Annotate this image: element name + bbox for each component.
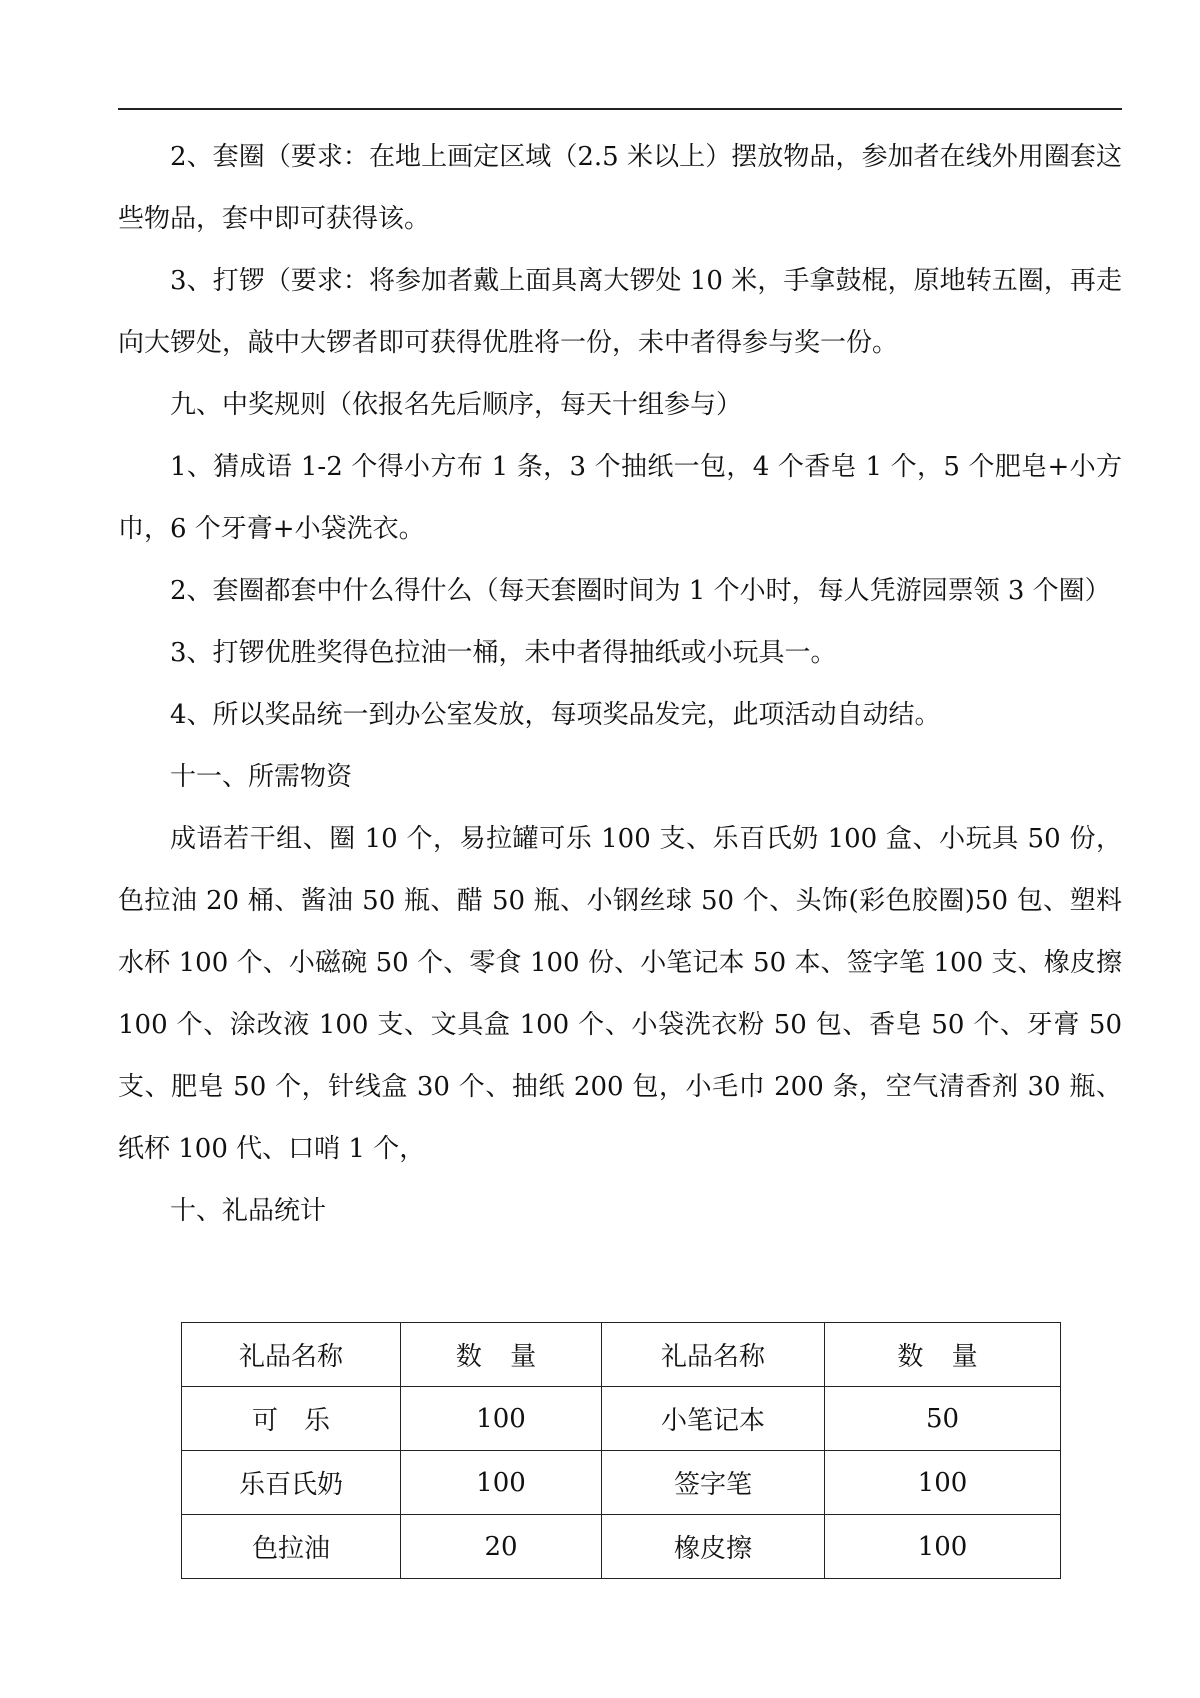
paragraph-prize-distribution: 4、所以奖品统一到办公室发放，每项奖品发完，此项活动自动结。	[170, 700, 941, 730]
table-cell: 100	[401, 1451, 602, 1515]
table-cell: 100	[825, 1515, 1061, 1579]
document-body	[118, 126, 1122, 1242]
header-gift-name: 礼品名称	[602, 1323, 825, 1387]
heading-supplies: 十一、所需物资	[170, 762, 353, 792]
table-cell: 小笔记本	[602, 1387, 825, 1451]
table-cell: 50	[825, 1387, 1061, 1451]
paragraph-gong: 3、打锣（要求：将参加者戴上面具离大锣处 10 米，手拿鼓棍，原地转五圈，再走向大锣处，敲中大锣者即可获得优胜将一份，未中者得参与奖一份。	[118, 266, 1122, 358]
table-row	[182, 1451, 1061, 1515]
table-cell: 签字笔	[602, 1451, 825, 1515]
header-quantity: 数 量	[401, 1323, 602, 1387]
paragraph-ring-toss: 2、套圈（要求：在地上画定区域（2.5 米以上）摆放物品，参加者在线外用圈套这些物品，套中即可获得该。	[118, 142, 1122, 234]
table-cell: 100	[825, 1451, 1061, 1515]
table-row	[182, 1515, 1061, 1579]
paragraph-idiom-prizes: 1、猜成语 1-2 个得小方布 1 条，3 个抽纸一包，4 个香皂 1 个，5 个肥皂+小方巾，6 个牙膏+小袋洗衣。	[118, 452, 1122, 544]
table-cell: 100	[401, 1387, 602, 1451]
header-quantity: 数 量	[825, 1323, 1061, 1387]
heading-prize-rules: 九、中奖规则（依报名先后顺序，每天十组参与）	[170, 390, 743, 420]
paragraph-ring-toss-prizes: 2、套圈都套中什么得什么（每天套圈时间为 1 个小时，每人凭游园票领 3 个圈）	[170, 576, 1111, 606]
table-row	[182, 1387, 1061, 1451]
paragraph-supplies-list: 成语若干组、圈 10 个，易拉罐可乐 100 支、乐百氏奶 100 盒、小玩具 50 份，色拉油 20 桶、酱油 50 瓶、醋 50 瓶、小钢丝球 50 个、头饰(彩色胶圈)50 包、塑料水杯 100 个、小磁碗 50 个、零食 100 份、小笔记本 50 本、签字笔 100 支、橡皮擦 100 个、涂改液 100 支、文具盒 100 个、小袋洗衣粉 50 包、香皂 50 个、牙膏 50 支、肥皂 50 个，针线盒 30 个、抽纸 200 包，小毛巾 200 条，空气清香剂 30 瓶、纸杯 100 代、口哨 1 个，	[118, 824, 1122, 1164]
table-header-row	[182, 1323, 1061, 1387]
header-gift-name: 礼品名称	[182, 1323, 401, 1387]
gift-table	[181, 1322, 1061, 1579]
header-rule	[118, 108, 1122, 110]
table-cell: 可 乐	[182, 1387, 401, 1451]
heading-gift-stats: 十、礼品统计	[170, 1196, 327, 1226]
table-cell: 乐百氏奶	[182, 1451, 401, 1515]
table-cell: 色拉油	[182, 1515, 401, 1579]
table-cell: 橡皮擦	[602, 1515, 825, 1579]
paragraph-gong-prizes: 3、打锣优胜奖得色拉油一桶，未中者得抽纸或小玩具一。	[170, 638, 837, 668]
table-cell: 20	[401, 1515, 602, 1579]
